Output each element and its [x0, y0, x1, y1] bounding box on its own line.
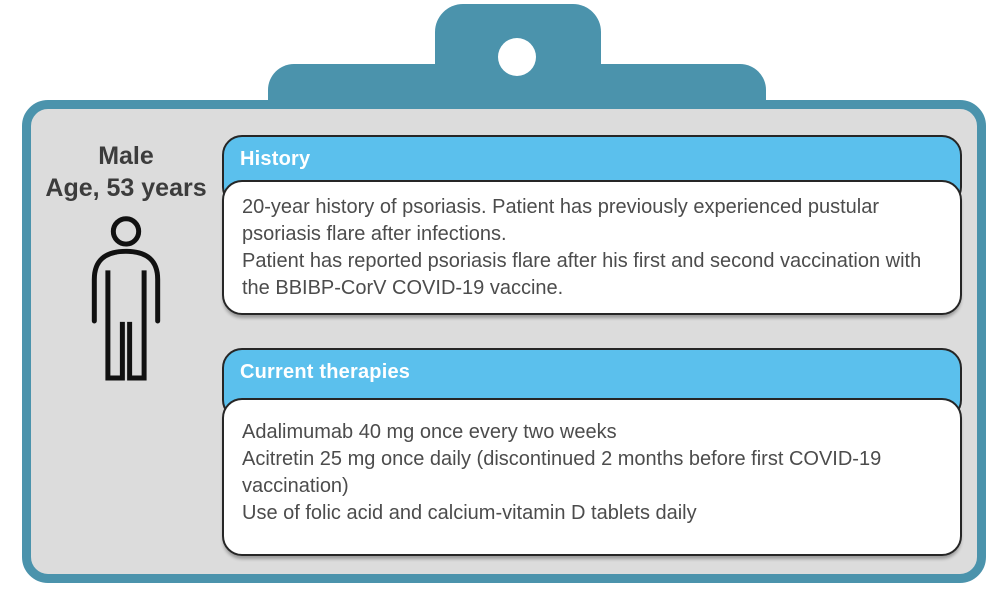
section-text-line: Adalimumab 40 mg once every two weeks — [242, 421, 617, 443]
person-icon — [78, 216, 174, 388]
patient-sex-label: Male — [98, 142, 154, 170]
section-history-title: History — [240, 148, 311, 170]
section-therapies-body — [222, 398, 962, 556]
section-therapies-title: Current therapies — [240, 361, 411, 383]
patient-age-label: Age, 53 years — [45, 174, 207, 202]
patient-summary — [36, 140, 216, 393]
section-text-line: Patient has reported psoriasis flare after his first and second vaccination with the BBIBP-CorV COVID-19 vaccine. — [242, 250, 922, 299]
section-history — [222, 135, 962, 315]
clip-hole — [498, 38, 536, 76]
section-current-therapies — [222, 348, 962, 556]
section-text-line: 20-year history of psoriasis. Patient has previously experienced pustular psoriasis flare after infections. — [242, 196, 879, 245]
section-text-line: Acitretin 25 mg once daily (discontinued 2 months before first COVID-19 vaccination) — [242, 448, 882, 497]
section-history-body — [222, 180, 962, 315]
section-text-line: Use of folic acid and calcium-vitamin D tablets daily — [242, 502, 697, 524]
